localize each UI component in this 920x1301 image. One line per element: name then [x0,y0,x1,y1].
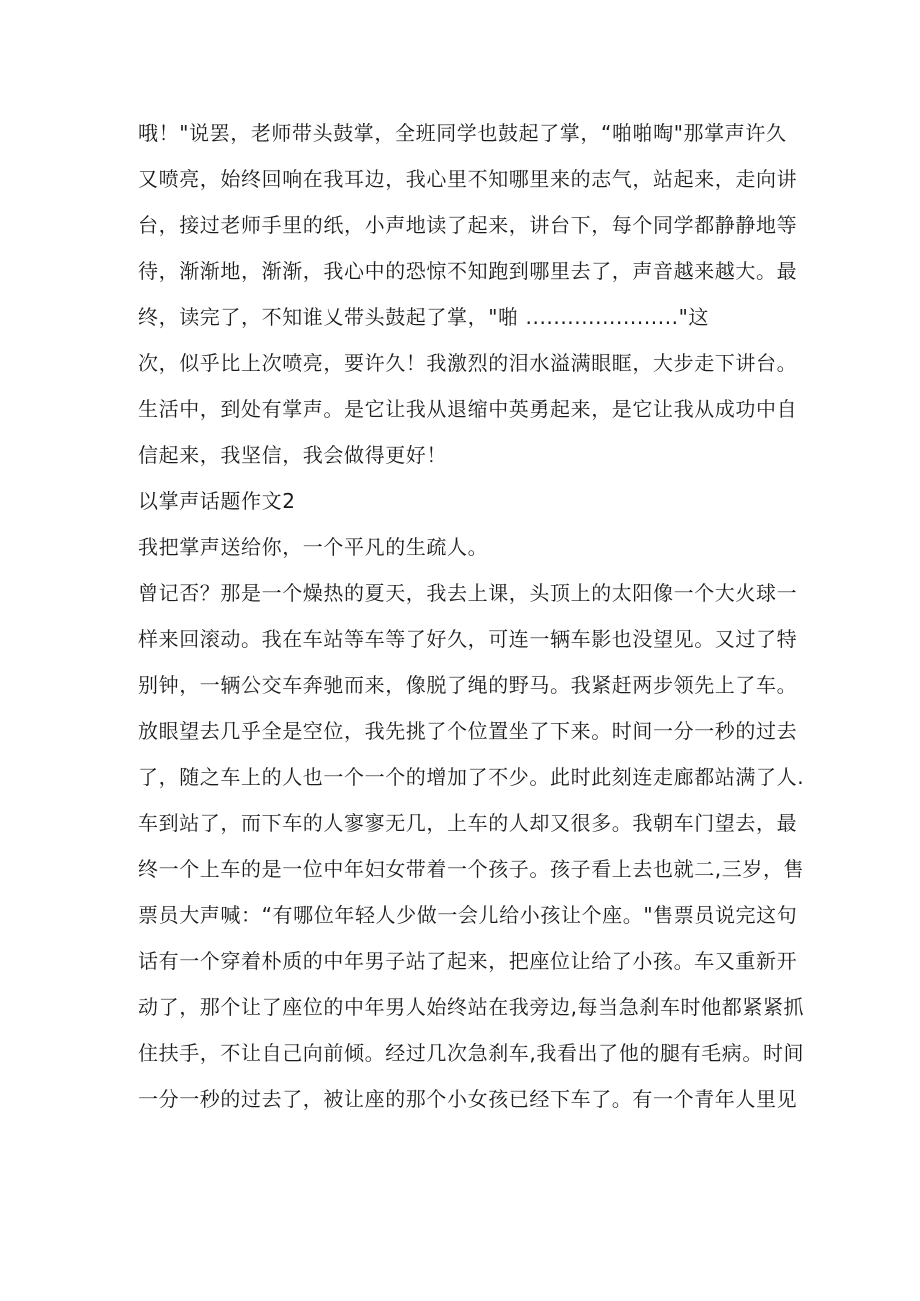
text-line: 终一个上车的是一位中年妇女带着一个孩子。孩子看上去也就二,三岁，售 [138,857,805,881]
text-line: 次，似乎比上次喷亮，要许久！我激烈的泪水溢满眼眶，大步走下讲台。 [138,351,798,375]
text-line: 台，接过老师手里的纸，小声地读了起来，讲台下，每个同学都静静地等 [138,213,798,237]
section-heading: 以掌声话题作文2 [138,489,296,513]
text-line: 住扶手，不让自己向前倾。经过几次急刹车,我看出了他的腿有毛病。时间 [138,1041,805,1065]
text-line: 待，渐渐地，渐渐，我心中的恐惊不知跑到哪里去了，声音越来越大。最 [138,259,798,283]
document-body [138,110,805,1122]
text-line: 放眼望去几乎全是空位，我先挑了个位置坐了下来。时间一分一秒的过去 [138,719,798,743]
text-line: 曾记否？那是一个燥热的夏天，我去上课，头顶上的太阳像一个大火球一 [138,581,798,605]
text-line: 哦！"说罢，老师带头鼓掌，全班同学也鼓起了掌，“啪啪啕"那掌声许久 [138,121,787,145]
text-line: 样来回滚动。我在车站等车等了好久，可连一辆车影也没望见。又过了特 [138,627,798,651]
text-line: 信起来，我坚信，我会做得更好！ [138,443,447,467]
text-line: 别钟，一辆公交车奔驰而来，像脱了绳的野马。我紧赶两步领先上了车。 [138,673,798,697]
text-line: 终，读完了，不知谁乂带头鼓起了掌，"啪 ......................"这 [138,305,710,329]
text-line: 话有一个穿着朴质的中年男子站了起来，把座位让给了小孩。车又重新开 [138,949,798,973]
text-line: 了，随之车上的人也一个一个的增加了不少。此时此刻连走廊都站满了人. [138,765,805,789]
text-line: 车到站了，而下车的人寥寥无几，上车的人却又很多。我朝车门望去，最 [138,811,798,835]
text-line: 票员大声喊：“有哪位年轻人少做一会儿给小孩让个座。"售票员说完这句 [138,903,798,927]
text-line: 动了，那个让了座位的中年男人始终站在我旁边,每当急刹车时他都紧紧抓 [138,995,805,1019]
text-line: 又喷亮，始终回响在我耳边，我心里不知哪里来的志气，站起来，走向讲 [138,167,798,191]
text-line: 我把掌声送给你，一个平凡的生疏人。 [138,535,489,559]
text-line: 一分一秒的过去了，被让座的那个小女孩已经下车了。有一个青年人里见 [138,1087,798,1111]
text-line: 生活中，到处有掌声。是它让我从退缩中英勇起来，是它让我从成功中自 [138,397,798,421]
